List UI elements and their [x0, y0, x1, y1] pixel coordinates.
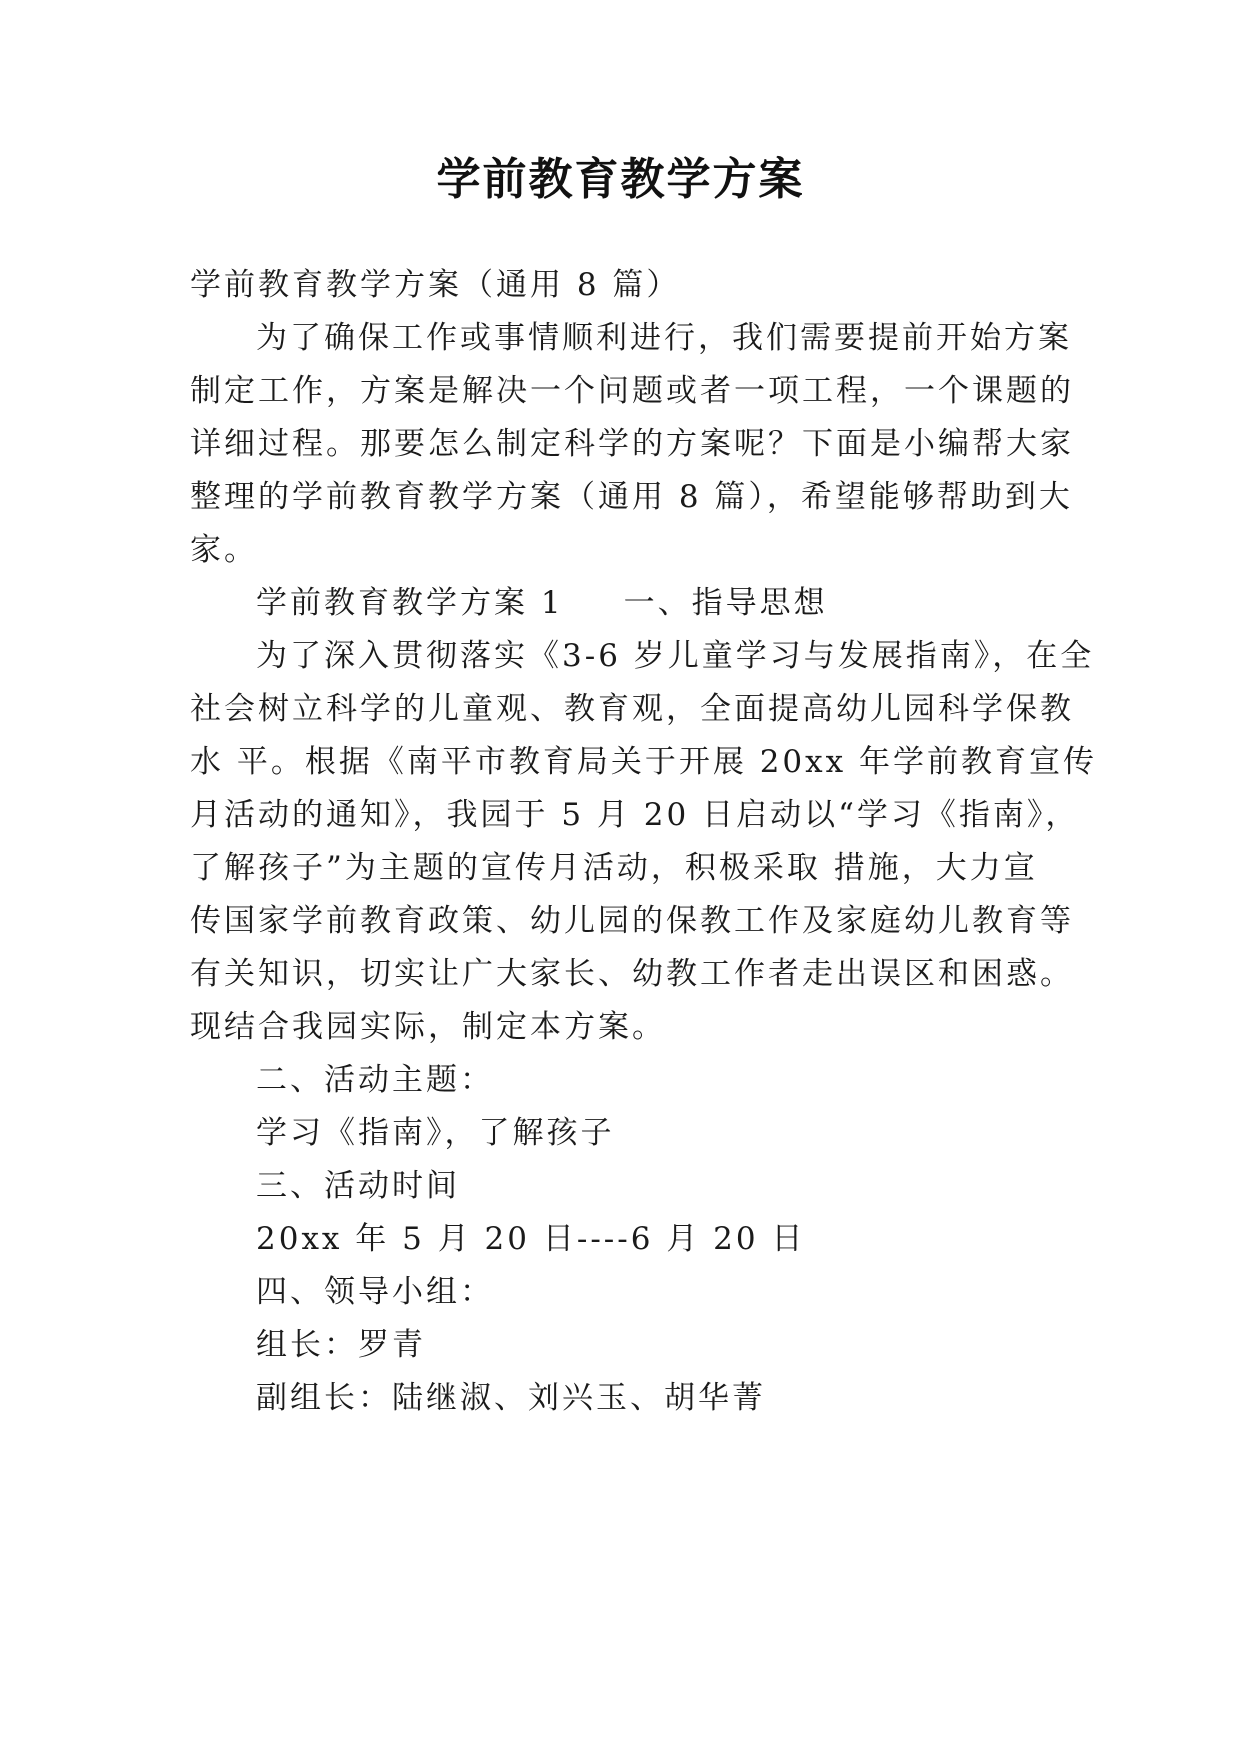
item-activity-theme-heading: 二、活动主题： [256, 1062, 494, 1098]
item-leadership-heading: 四、领导小组： [256, 1274, 494, 1310]
section-part-label: 学前教育教学方案 1 [256, 585, 564, 621]
guiding-line-6: 传国家学前教育政策、幼儿园的保教工作及家庭幼儿教育等 [190, 903, 1074, 939]
document-subtitle: 学前教育教学方案（通用 8 篇） [190, 267, 681, 303]
intro-line-4: 整理的学前教育教学方案（通用 8 篇），希望能够帮助到大 [190, 479, 1073, 515]
guiding-line-8: 现结合我园实际，制定本方案。 [190, 1009, 666, 1045]
section-item-label: 一、指导思想 [623, 585, 828, 621]
item-deputy-leaders: 副组长：陆继淑、刘兴玉、胡华菁 [256, 1380, 766, 1416]
item-activity-time-heading: 三、活动时间 [256, 1168, 460, 1204]
document-title: 学前教育教学方案 [436, 154, 805, 205]
guiding-line-3: 水 平。根据《南平市教育局关于开展 20xx 年学前教育宣传 [190, 744, 1097, 780]
intro-line-2: 制定工作，方案是解决一个问题或者一项工程，一个课题的 [190, 373, 1074, 409]
item-activity-theme: 学习《指南》，了解孩子 [256, 1115, 615, 1151]
guiding-line-2: 社会树立科学的儿童观、教育观，全面提高幼儿园科学保教 [190, 691, 1074, 727]
guiding-line-1: 为了深入贯彻落实《3-6 岁儿童学习与发展指南》，在全 [256, 638, 1095, 674]
guiding-line-7: 有关知识，切实让广大家长、幼教工作者走出误区和困惑。 [190, 956, 1074, 992]
intro-line-5: 家。 [190, 532, 258, 568]
guiding-line-4: 月活动的通知》，我园于 5 月 20 日启动以“学习《指南》， [190, 797, 1080, 833]
item-activity-time: 20xx 年 5 月 20 日----6 月 20 日 [256, 1221, 806, 1257]
intro-line-1: 为了确保工作或事情顺利进行，我们需要提前开始方案 [256, 320, 1072, 356]
guiding-line-5: 了解孩子”为主题的宣传月活动，积极采取 措施，大力宣 [190, 850, 1038, 886]
item-leader: 组长：罗青 [256, 1327, 426, 1363]
intro-line-3: 详细过程。那要怎么制定科学的方案呢？下面是小编帮大家 [190, 426, 1074, 462]
section-heading [256, 583, 828, 623]
